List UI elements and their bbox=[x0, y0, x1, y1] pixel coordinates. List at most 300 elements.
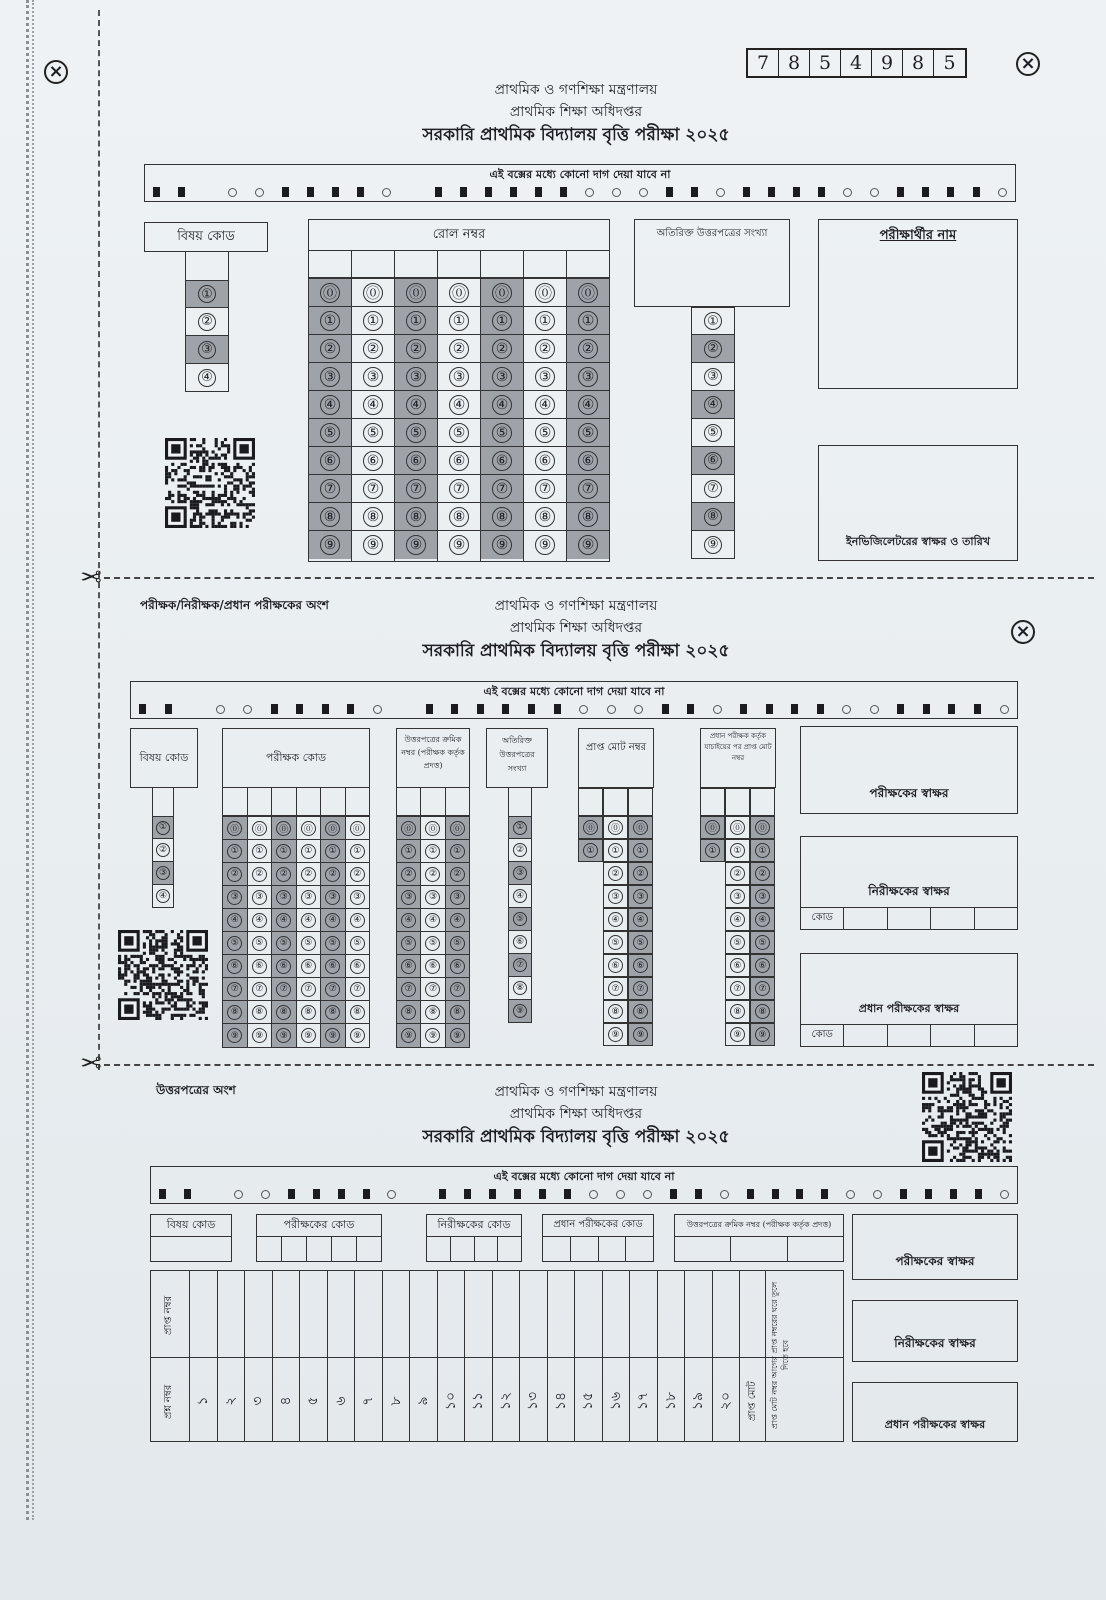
bubble-cell[interactable] bbox=[397, 978, 420, 1001]
bubble-cell[interactable] bbox=[750, 954, 775, 977]
digit-bubble[interactable]: ⑨ bbox=[578, 535, 598, 555]
bubble-cell[interactable] bbox=[297, 886, 321, 909]
bubble-cell[interactable] bbox=[691, 391, 735, 419]
bubble-cell[interactable] bbox=[481, 391, 523, 419]
bubble-cell[interactable] bbox=[297, 932, 321, 955]
option-bubble[interactable]: ⑨ bbox=[513, 1004, 527, 1018]
bubble-cell[interactable] bbox=[725, 977, 750, 1000]
digit-bubble[interactable]: ⑨ bbox=[406, 535, 426, 555]
bubble-cell[interactable] bbox=[750, 977, 775, 1000]
bubble-cell[interactable] bbox=[346, 932, 370, 955]
digit-bubble[interactable]: ⓪ bbox=[227, 821, 242, 836]
write-cell[interactable] bbox=[248, 788, 273, 815]
digit-bubble[interactable]: ⑥ bbox=[535, 451, 555, 471]
scrutinizer-sign-box[interactable] bbox=[852, 1300, 1018, 1362]
digit-bubble[interactable]: ⑦ bbox=[227, 982, 242, 997]
bubble-cell[interactable] bbox=[395, 447, 437, 475]
bubble-cell[interactable] bbox=[223, 978, 247, 1001]
digit-bubble[interactable]: ② bbox=[252, 867, 267, 882]
bubble-cell[interactable] bbox=[446, 840, 469, 863]
digit-bubble[interactable]: ⓪ bbox=[320, 283, 340, 303]
digit-bubble[interactable]: ① bbox=[608, 843, 623, 858]
bubble-cell[interactable] bbox=[438, 447, 480, 475]
option-bubble[interactable]: ④ bbox=[156, 889, 170, 903]
digit-bubble[interactable]: ③ bbox=[492, 367, 512, 387]
write-cell[interactable] bbox=[307, 1237, 332, 1261]
bubble-cell[interactable] bbox=[691, 503, 735, 531]
digit-bubble[interactable]: ⑥ bbox=[363, 451, 383, 471]
bubble-cell[interactable] bbox=[508, 977, 532, 1000]
answer-serial-box[interactable] bbox=[674, 1214, 844, 1262]
digit-bubble[interactable]: ④ bbox=[320, 395, 340, 415]
digit-bubble[interactable]: ⑨ bbox=[535, 535, 555, 555]
bubble-cell[interactable] bbox=[346, 1024, 370, 1047]
digit-bubble[interactable]: ③ bbox=[350, 890, 365, 905]
bubble-cell[interactable] bbox=[223, 909, 247, 932]
digit-bubble[interactable]: ③ bbox=[755, 889, 770, 904]
bubble-cell[interactable] bbox=[508, 839, 532, 862]
option-bubble[interactable]: ⑧ bbox=[704, 508, 722, 526]
digit-bubble[interactable]: ⑥ bbox=[350, 959, 365, 974]
bubble-cell[interactable] bbox=[346, 955, 370, 978]
bubble-cell[interactable] bbox=[395, 363, 437, 391]
bubble-cell[interactable] bbox=[248, 932, 272, 955]
bubble-cell[interactable] bbox=[567, 363, 609, 391]
digit-bubble[interactable]: ③ bbox=[363, 367, 383, 387]
bubble-cell[interactable] bbox=[421, 840, 444, 863]
bubble-cell[interactable] bbox=[750, 885, 775, 908]
bubble-cell[interactable] bbox=[297, 955, 321, 978]
bubble-cell[interactable] bbox=[272, 886, 296, 909]
digit-bubble[interactable]: ② bbox=[608, 866, 623, 881]
bubble-cell[interactable] bbox=[725, 885, 750, 908]
write-cell[interactable] bbox=[628, 788, 653, 816]
option-bubble[interactable]: ⑧ bbox=[513, 981, 527, 995]
digit-bubble[interactable]: ⑤ bbox=[401, 936, 416, 951]
digit-bubble[interactable]: ⑨ bbox=[449, 535, 469, 555]
bubble-cell[interactable] bbox=[603, 816, 628, 839]
marks-cell[interactable] bbox=[629, 1271, 657, 1357]
examiner-sign-box[interactable] bbox=[800, 726, 1018, 814]
digit-bubble[interactable]: ③ bbox=[730, 889, 745, 904]
option-bubble[interactable]: ③ bbox=[513, 866, 527, 880]
write-cell[interactable] bbox=[223, 788, 248, 815]
digit-bubble[interactable]: ① bbox=[301, 844, 316, 859]
digit-bubble[interactable]: ⑤ bbox=[406, 423, 426, 443]
bubble-cell[interactable] bbox=[248, 955, 272, 978]
digit-bubble[interactable]: ⑤ bbox=[325, 936, 340, 951]
digit-bubble[interactable]: ④ bbox=[325, 913, 340, 928]
digit-bubble[interactable]: ④ bbox=[730, 912, 745, 927]
bubble-cell[interactable] bbox=[421, 909, 444, 932]
bubble-cell[interactable] bbox=[725, 954, 750, 977]
digit-bubble[interactable]: ⑧ bbox=[755, 1004, 770, 1019]
write-cell[interactable] bbox=[421, 788, 445, 815]
digit-bubble[interactable]: ② bbox=[449, 339, 469, 359]
digit-bubble[interactable]: ① bbox=[449, 311, 469, 331]
write-cell[interactable] bbox=[272, 788, 297, 815]
option-bubble[interactable]: ⑥ bbox=[513, 935, 527, 949]
bubble-cell[interactable] bbox=[567, 475, 609, 503]
marks-cell[interactable] bbox=[602, 1271, 630, 1357]
digit-bubble[interactable]: ⓪ bbox=[301, 821, 316, 836]
digit-bubble[interactable]: ② bbox=[755, 866, 770, 881]
bubble-cell[interactable] bbox=[321, 932, 345, 955]
digit-bubble[interactable]: ⑧ bbox=[252, 1005, 267, 1020]
bubble-cell[interactable] bbox=[321, 840, 345, 863]
digit-bubble[interactable]: ⑦ bbox=[535, 479, 555, 499]
digit-bubble[interactable]: ① bbox=[350, 844, 365, 859]
digit-bubble[interactable]: ① bbox=[363, 311, 383, 331]
digit-bubble[interactable]: ④ bbox=[449, 395, 469, 415]
bubble-cell[interactable] bbox=[395, 279, 437, 307]
bubble-cell[interactable] bbox=[567, 531, 609, 559]
digit-bubble[interactable]: ① bbox=[755, 843, 770, 858]
digit-bubble[interactable]: ④ bbox=[252, 913, 267, 928]
digit-bubble[interactable]: ⓪ bbox=[755, 820, 770, 835]
marks-cell[interactable] bbox=[299, 1271, 327, 1357]
digit-bubble[interactable]: ⑨ bbox=[301, 1028, 316, 1043]
write-cell[interactable] bbox=[750, 788, 775, 816]
digit-bubble[interactable]: ③ bbox=[227, 890, 242, 905]
bubble-cell[interactable] bbox=[567, 391, 609, 419]
bubble-cell[interactable] bbox=[524, 279, 566, 307]
digit-bubble[interactable]: ⑨ bbox=[350, 1028, 365, 1043]
marks-cell[interactable] bbox=[189, 1271, 217, 1357]
bubble-cell[interactable] bbox=[691, 447, 735, 475]
digit-bubble[interactable]: ④ bbox=[363, 395, 383, 415]
bubble-cell[interactable] bbox=[272, 1024, 296, 1047]
marks-cell[interactable] bbox=[354, 1271, 382, 1357]
bubble-cell[interactable] bbox=[272, 909, 296, 932]
bubble-cell[interactable] bbox=[567, 419, 609, 447]
digit-bubble[interactable]: ② bbox=[578, 339, 598, 359]
option-bubble[interactable]: ⑨ bbox=[704, 536, 722, 554]
digit-bubble[interactable]: ④ bbox=[301, 913, 316, 928]
bubble-cell[interactable] bbox=[438, 279, 480, 307]
bubble-cell[interactable] bbox=[481, 335, 523, 363]
bubble-cell[interactable] bbox=[309, 307, 351, 335]
bubble-cell[interactable] bbox=[508, 1000, 532, 1023]
bubble-cell[interactable] bbox=[524, 531, 566, 559]
digit-bubble[interactable]: ⑧ bbox=[325, 1005, 340, 1020]
write-cell[interactable] bbox=[543, 1237, 571, 1261]
bubble-cell[interactable] bbox=[508, 908, 532, 931]
digit-bubble[interactable]: ⑦ bbox=[449, 479, 469, 499]
marks-cell[interactable] bbox=[464, 1271, 492, 1357]
bubble-cell[interactable] bbox=[438, 363, 480, 391]
digit-bubble[interactable]: ⑥ bbox=[301, 959, 316, 974]
digit-bubble[interactable]: ⓪ bbox=[363, 283, 383, 303]
bubble-cell[interactable] bbox=[152, 816, 174, 839]
digit-bubble[interactable]: ⑨ bbox=[252, 1028, 267, 1043]
digit-bubble[interactable]: ② bbox=[276, 867, 291, 882]
bubble-cell[interactable] bbox=[438, 391, 480, 419]
digit-bubble[interactable]: ⑧ bbox=[276, 1005, 291, 1020]
bubble-cell[interactable] bbox=[309, 391, 351, 419]
digit-bubble[interactable]: ⓪ bbox=[705, 820, 720, 835]
marks-cell[interactable] bbox=[547, 1271, 575, 1357]
digit-bubble[interactable]: ⑨ bbox=[425, 1028, 440, 1043]
bubble-cell[interactable] bbox=[248, 1024, 272, 1047]
write-cell[interactable] bbox=[524, 250, 567, 277]
bubble-cell[interactable] bbox=[446, 863, 469, 886]
option-bubble[interactable]: ④ bbox=[704, 396, 722, 414]
digit-bubble[interactable]: ③ bbox=[325, 890, 340, 905]
bubble-cell[interactable] bbox=[603, 1023, 628, 1046]
digit-bubble[interactable]: ④ bbox=[350, 913, 365, 928]
bubble-cell[interactable] bbox=[248, 1001, 272, 1024]
option-bubble[interactable]: ② bbox=[513, 843, 527, 857]
write-cell[interactable] bbox=[438, 250, 481, 277]
bubble-cell[interactable] bbox=[567, 279, 609, 307]
digit-bubble[interactable]: ⑧ bbox=[535, 507, 555, 527]
bubble-cell[interactable] bbox=[725, 931, 750, 954]
digit-bubble[interactable]: ⑦ bbox=[252, 982, 267, 997]
digit-bubble[interactable]: ③ bbox=[252, 890, 267, 905]
marks-cell[interactable] bbox=[519, 1271, 547, 1357]
digit-bubble[interactable]: ⑥ bbox=[608, 958, 623, 973]
digit-bubble[interactable]: ⑦ bbox=[755, 981, 770, 996]
bubble-cell[interactable] bbox=[297, 909, 321, 932]
digit-bubble[interactable]: ④ bbox=[755, 912, 770, 927]
bubble-cell[interactable] bbox=[524, 391, 566, 419]
invigilator-sign-box[interactable] bbox=[818, 445, 1018, 561]
digit-bubble[interactable]: ④ bbox=[227, 913, 242, 928]
bubble-cell[interactable] bbox=[567, 503, 609, 531]
bubble-cell[interactable] bbox=[297, 1001, 321, 1024]
digit-bubble[interactable]: ⑧ bbox=[492, 507, 512, 527]
write-cell[interactable] bbox=[346, 788, 370, 815]
bubble-cell[interactable] bbox=[309, 447, 351, 475]
digit-bubble[interactable]: ⑤ bbox=[320, 423, 340, 443]
digit-bubble[interactable]: ⑧ bbox=[608, 1004, 623, 1019]
subject-code-box[interactable] bbox=[150, 1214, 232, 1262]
digit-bubble[interactable]: ⓪ bbox=[492, 283, 512, 303]
option-bubble[interactable]: ② bbox=[704, 340, 722, 358]
digit-bubble[interactable]: ② bbox=[492, 339, 512, 359]
bubble-cell[interactable] bbox=[691, 475, 735, 503]
digit-bubble[interactable]: ⑨ bbox=[325, 1028, 340, 1043]
bubble-cell[interactable] bbox=[352, 503, 394, 531]
bubble-cell[interactable] bbox=[750, 839, 775, 862]
digit-bubble[interactable]: ⑨ bbox=[755, 1027, 770, 1042]
bubble-cell[interactable] bbox=[223, 863, 247, 886]
bubble-cell[interactable] bbox=[508, 885, 532, 908]
digit-bubble[interactable]: ⓪ bbox=[252, 821, 267, 836]
digit-bubble[interactable]: ⑥ bbox=[450, 959, 465, 974]
bubble-cell[interactable] bbox=[725, 1023, 750, 1046]
digit-bubble[interactable]: ⑥ bbox=[492, 451, 512, 471]
digit-bubble[interactable]: ③ bbox=[450, 890, 465, 905]
bubble-cell[interactable] bbox=[628, 816, 653, 839]
digit-bubble[interactable]: ⑥ bbox=[325, 959, 340, 974]
write-cell[interactable] bbox=[626, 1237, 653, 1261]
option-bubble[interactable]: ④ bbox=[198, 369, 216, 387]
digit-bubble[interactable]: ⑧ bbox=[301, 1005, 316, 1020]
digit-bubble[interactable]: ① bbox=[320, 311, 340, 331]
digit-bubble[interactable]: ⑧ bbox=[450, 1005, 465, 1020]
bubble-cell[interactable] bbox=[352, 475, 394, 503]
digit-bubble[interactable]: ⑧ bbox=[730, 1004, 745, 1019]
bubble-cell[interactable] bbox=[395, 475, 437, 503]
marks-cell[interactable] bbox=[272, 1271, 300, 1357]
write-cell[interactable] bbox=[321, 788, 346, 815]
digit-bubble[interactable]: ⑤ bbox=[276, 936, 291, 951]
bubble-cell[interactable] bbox=[346, 1001, 370, 1024]
bubble-cell[interactable] bbox=[297, 863, 321, 886]
digit-bubble[interactable]: ⑨ bbox=[401, 1028, 416, 1043]
digit-bubble[interactable]: ⑥ bbox=[406, 451, 426, 471]
bubble-cell[interactable] bbox=[691, 419, 735, 447]
bubble-cell[interactable] bbox=[248, 863, 272, 886]
bubble-cell[interactable] bbox=[223, 1024, 247, 1047]
bubble-cell[interactable] bbox=[352, 335, 394, 363]
digit-bubble[interactable]: ① bbox=[705, 843, 720, 858]
bubble-cell[interactable] bbox=[397, 886, 420, 909]
digit-bubble[interactable]: ③ bbox=[425, 890, 440, 905]
option-bubble[interactable]: ⑥ bbox=[704, 452, 722, 470]
marks-cell[interactable] bbox=[382, 1271, 410, 1357]
digit-bubble[interactable]: ② bbox=[320, 339, 340, 359]
bubble-cell[interactable] bbox=[700, 839, 725, 862]
option-bubble[interactable]: ① bbox=[198, 285, 216, 303]
option-bubble[interactable]: ⑤ bbox=[704, 424, 722, 442]
digit-bubble[interactable]: ⑤ bbox=[535, 423, 555, 443]
bubble-cell[interactable] bbox=[185, 308, 229, 336]
digit-bubble[interactable]: ④ bbox=[492, 395, 512, 415]
digit-bubble[interactable]: ⑤ bbox=[755, 935, 770, 950]
digit-bubble[interactable]: ④ bbox=[276, 913, 291, 928]
digit-bubble[interactable]: ⑤ bbox=[492, 423, 512, 443]
digit-bubble[interactable]: ⑦ bbox=[608, 981, 623, 996]
bubble-cell[interactable] bbox=[397, 1001, 420, 1024]
bubble-cell[interactable] bbox=[297, 817, 321, 840]
digit-bubble[interactable]: ⓪ bbox=[608, 820, 623, 835]
bubble-cell[interactable] bbox=[603, 885, 628, 908]
write-cell[interactable] bbox=[309, 250, 352, 277]
digit-bubble[interactable]: ⑤ bbox=[425, 936, 440, 951]
bubble-cell[interactable] bbox=[524, 307, 566, 335]
write-cell[interactable] bbox=[788, 1237, 843, 1261]
digit-bubble[interactable]: ⑤ bbox=[350, 936, 365, 951]
bubble-cell[interactable] bbox=[438, 503, 480, 531]
bubble-cell[interactable] bbox=[691, 363, 735, 391]
bubble-cell[interactable] bbox=[397, 840, 420, 863]
bubble-cell[interactable] bbox=[691, 335, 735, 363]
bubble-cell[interactable] bbox=[395, 419, 437, 447]
digit-bubble[interactable]: ⓪ bbox=[633, 820, 648, 835]
digit-bubble[interactable]: ⑨ bbox=[276, 1028, 291, 1043]
scrutinizer-code-box[interactable] bbox=[426, 1214, 522, 1262]
marks-cell[interactable] bbox=[217, 1271, 245, 1357]
bubble-cell[interactable] bbox=[438, 475, 480, 503]
bubble-cell[interactable] bbox=[725, 908, 750, 931]
bubble-cell[interactable] bbox=[567, 307, 609, 335]
digit-bubble[interactable]: ① bbox=[252, 844, 267, 859]
bubble-cell[interactable] bbox=[508, 954, 532, 977]
option-bubble[interactable]: ④ bbox=[513, 889, 527, 903]
digit-bubble[interactable]: ⑦ bbox=[350, 982, 365, 997]
write-cell[interactable] bbox=[352, 250, 395, 277]
bubble-cell[interactable] bbox=[272, 817, 296, 840]
bubble-cell[interactable] bbox=[223, 1001, 247, 1024]
digit-bubble[interactable]: ⑤ bbox=[301, 936, 316, 951]
write-cell[interactable] bbox=[603, 788, 628, 816]
digit-bubble[interactable]: ③ bbox=[301, 890, 316, 905]
bubble-cell[interactable] bbox=[750, 862, 775, 885]
digit-bubble[interactable]: ① bbox=[227, 844, 242, 859]
digit-bubble[interactable]: ⑤ bbox=[449, 423, 469, 443]
digit-bubble[interactable]: ⑨ bbox=[633, 1027, 648, 1042]
write-cell[interactable] bbox=[451, 1237, 475, 1261]
bubble-cell[interactable] bbox=[628, 1023, 653, 1046]
write-cell[interactable] bbox=[481, 250, 524, 277]
digit-bubble[interactable]: ⑥ bbox=[252, 959, 267, 974]
bubble-cell[interactable] bbox=[603, 977, 628, 1000]
bubble-cell[interactable] bbox=[508, 931, 532, 954]
digit-bubble[interactable]: ⓪ bbox=[449, 283, 469, 303]
bubble-cell[interactable] bbox=[395, 391, 437, 419]
bubble-cell[interactable] bbox=[603, 931, 628, 954]
digit-bubble[interactable]: ④ bbox=[450, 913, 465, 928]
write-cell[interactable] bbox=[599, 1237, 627, 1261]
bubble-cell[interactable] bbox=[438, 335, 480, 363]
digit-bubble[interactable]: ① bbox=[583, 843, 598, 858]
digit-bubble[interactable]: ⓪ bbox=[401, 821, 416, 836]
bubble-cell[interactable] bbox=[628, 885, 653, 908]
digit-bubble[interactable]: ⑦ bbox=[450, 982, 465, 997]
digit-bubble[interactable]: ⑥ bbox=[401, 959, 416, 974]
bubble-cell[interactable] bbox=[397, 863, 420, 886]
bubble-cell[interactable] bbox=[421, 1024, 444, 1047]
bubble-cell[interactable] bbox=[691, 307, 735, 335]
digit-bubble[interactable]: ⓪ bbox=[350, 821, 365, 836]
digit-bubble[interactable]: ⑥ bbox=[320, 451, 340, 471]
digit-bubble[interactable]: ④ bbox=[406, 395, 426, 415]
option-bubble[interactable]: ③ bbox=[704, 368, 722, 386]
bubble-cell[interactable] bbox=[352, 279, 394, 307]
write-cell[interactable] bbox=[282, 1237, 307, 1261]
bubble-cell[interactable] bbox=[321, 863, 345, 886]
bubble-cell[interactable] bbox=[524, 475, 566, 503]
marks-cell[interactable] bbox=[492, 1271, 520, 1357]
bubble-cell[interactable] bbox=[346, 817, 370, 840]
digit-bubble[interactable]: ③ bbox=[578, 367, 598, 387]
bubble-cell[interactable] bbox=[395, 531, 437, 559]
digit-bubble[interactable]: ① bbox=[730, 843, 745, 858]
bubble-cell[interactable] bbox=[603, 954, 628, 977]
digit-bubble[interactable]: ⑨ bbox=[492, 535, 512, 555]
write-cell[interactable] bbox=[332, 1237, 357, 1261]
digit-bubble[interactable]: ③ bbox=[535, 367, 555, 387]
write-cell[interactable] bbox=[357, 1237, 381, 1261]
digit-bubble[interactable]: ④ bbox=[608, 912, 623, 927]
digit-bubble[interactable]: ⑥ bbox=[730, 958, 745, 973]
digit-bubble[interactable]: ④ bbox=[633, 912, 648, 927]
examiner-code-box[interactable] bbox=[256, 1214, 382, 1262]
bubble-cell[interactable] bbox=[421, 817, 444, 840]
bubble-cell[interactable] bbox=[321, 817, 345, 840]
bubble-cell[interactable] bbox=[628, 954, 653, 977]
digit-bubble[interactable]: ⑦ bbox=[425, 982, 440, 997]
bubble-cell[interactable] bbox=[446, 817, 469, 840]
bubble-cell[interactable] bbox=[185, 336, 229, 364]
bubble-cell[interactable] bbox=[446, 932, 469, 955]
bubble-cell[interactable] bbox=[272, 978, 296, 1001]
write-cell[interactable] bbox=[257, 1237, 282, 1261]
write-cell[interactable] bbox=[567, 250, 609, 277]
